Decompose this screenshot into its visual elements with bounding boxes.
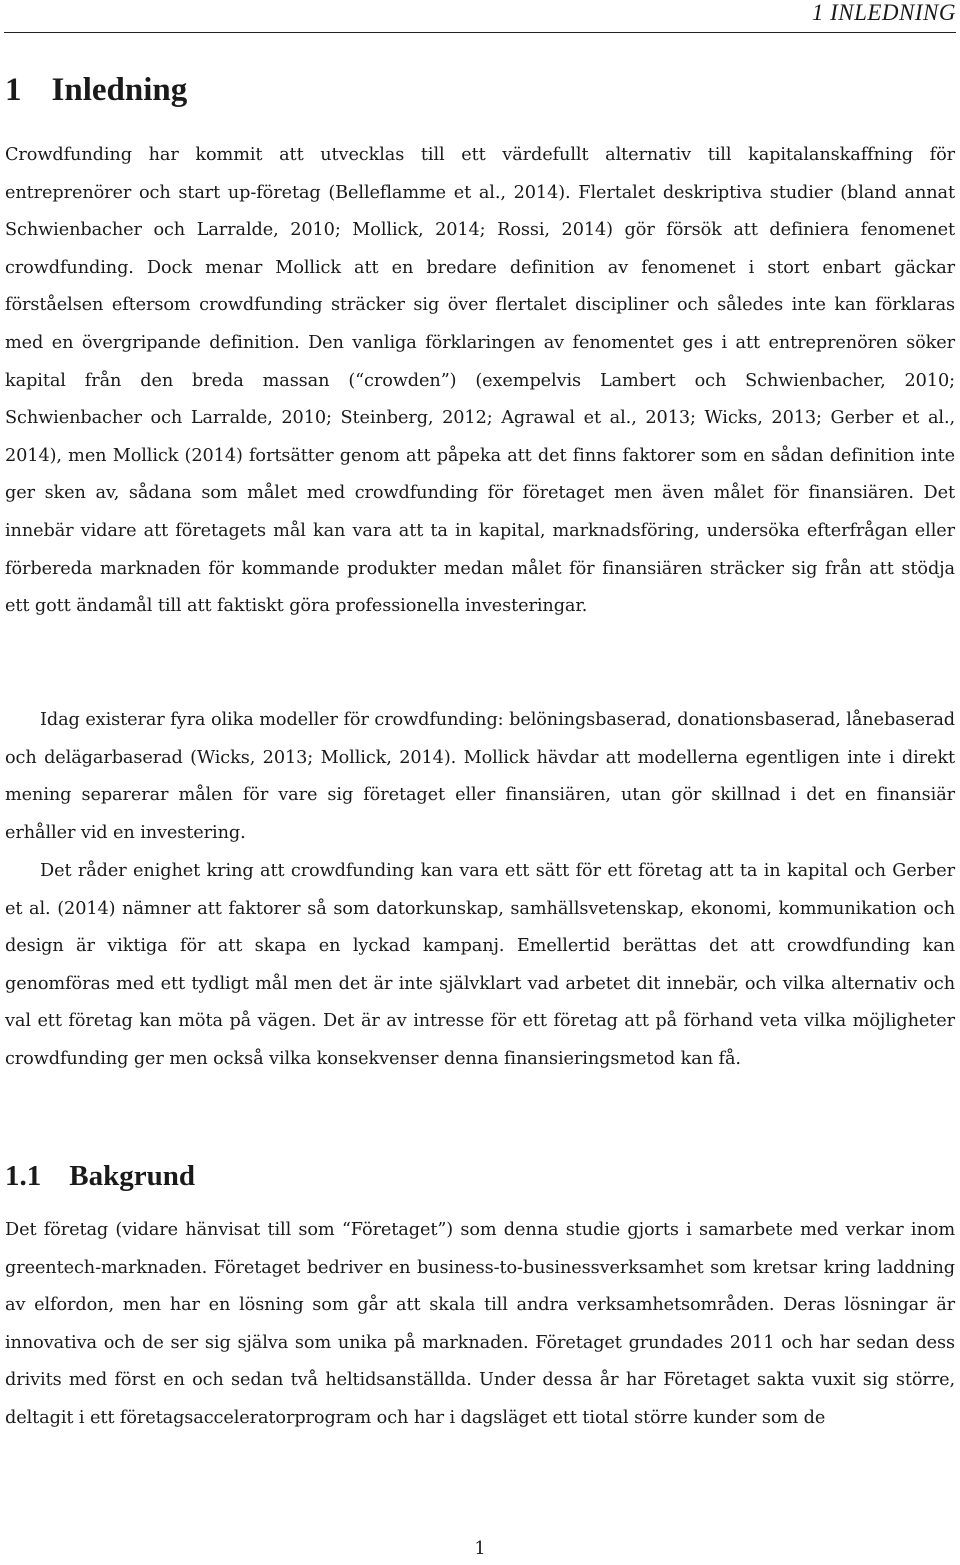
subsection-number: 1.1 — [5, 1160, 42, 1192]
subsection-heading — [5, 1157, 195, 1195]
header-rule — [4, 32, 956, 33]
paragraph: Det råder enighet kring att crowdfunding kan vara ett sätt för ett företag att ta in kapital och Gerber et al. (2014) nämner att faktorer så som datorkunskap, samhällsvetenskap, ekonomi, kommunikation och design är viktiga för att skapa en lyckad kampanj. Emellertid berättas det att crowdfunding kan genomföras med ett tydligt mål men det är inte självklart vad arbetet dit innebär, och vilka alternativ och val ett företag kan möta på vägen. Det är av intresse för ett företag att på förhand veta vilka möjligheter crowdfunding ger men också vilka konsekvenser denna finansieringsmetod kan få. — [5, 861, 955, 1069]
paragraph: Idag existerar fyra olika modeller för crowdfunding: belöningsbaserad, donationsbaserad, lånebaserad och delägarbaserad (Wicks, 2013; Mollick, 2014). Mollick hävdar att modellerna egentligen inte i direkt mening separerar målen för vare sig företaget eller finansiären, utan gör skillnad i det en finansiär erhåller vid en investering. — [5, 710, 955, 843]
page-number: 1 — [474, 1539, 486, 1559]
running-header: 1 INLEDNING — [811, 0, 956, 25]
section-heading — [5, 70, 187, 110]
paragraph: Det företag (vidare hänvisat till som “Företaget”) som denna studie gjorts i samarbete med verkar inom greentech-marknaden. Företaget bedriver en business-to-businessverksamhet som kretsar kring laddning av elfordon, men har en lösning som går att skala till andra verksamhetsområden. Deras lösningar är innovativa och de ser sig själva som unika på marknaden. Företaget grundades 2011 och har sedan dess drivits med först en och sedan två heltidsanställda. Under dessa år har Företaget sakta vuxit sig större, deltagit i ett företagsacceleratorprogram och har i dagsläget ett tiotal större kunder som de — [5, 1220, 955, 1428]
section-number: 1 — [5, 72, 22, 108]
section-title: Inledning — [51, 72, 188, 108]
paragraph: Crowdfunding har kommit att utvecklas till ett värdefullt alternativ till kapitalanskaffning för entreprenörer och start up-företag (Belleflamme et al., 2014). Flertalet deskriptiva studier (bland annat Schwienbacher och Larralde, 2010; Mollick, 2014; Rossi, 2014) gör försök att definiera fenomenet crowdfunding. Dock menar Mollick att en bredare definition av fenomenet i stort enbart gäckar förståelsen eftersom crowdfunding sträcker sig över flertalet discipliner och således inte kan förklaras med en övergripande definition. Den vanliga förklaringen av fenomentet ges i att entreprenören söker kapital från den breda massan (“crowden”) (exempelvis Lambert och Schwienbacher, 2010; Schwienbacher och Larralde, 2010; Steinberg, 2012; Agrawal et al., 2013; Wicks, 2013; Gerber et al., 2014), men Mollick (2014) fortsätter genom att påpeka att det finns faktorer som en sådan definition inte ger sken av, sådana som målet med crowdfunding för företaget men även målet för finansiären. Det innebär vidare att företagets mål kan vara att ta in kapital, marknadsföring, undersöka efterfrågan eller förbereda marknaden för kommande produkter medan målet för finansiären sträcker sig från att stödja ett gott ändamål till att faktiskt göra professionella investeringar. — [5, 145, 955, 617]
subsection-title: Bakgrund — [69, 1160, 195, 1192]
